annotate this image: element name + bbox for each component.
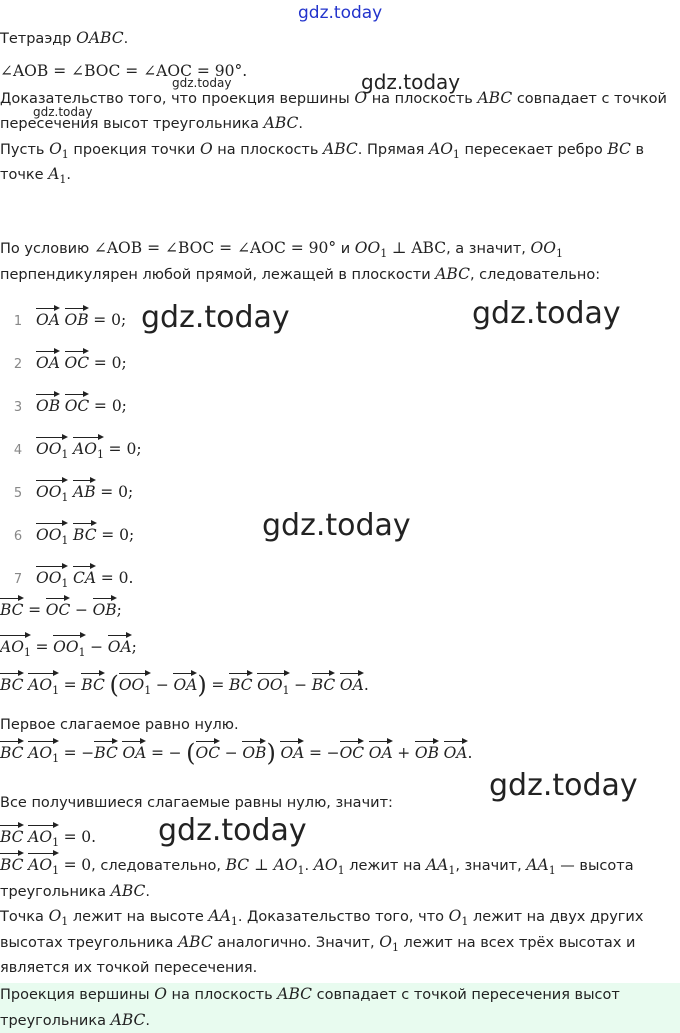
watermark: gdz.today bbox=[172, 76, 232, 90]
watermark: gdz.today bbox=[158, 813, 307, 848]
tetrahedron-line: Тетраэдр OABC. bbox=[0, 29, 129, 47]
list-item: 5 $OO_1$ AB = 0; bbox=[0, 477, 133, 505]
watermark: gdz.today bbox=[489, 768, 638, 803]
first-term-text: Первое слагаемое равно нулю. bbox=[0, 717, 239, 733]
list-item: 1 OA OB = 0; bbox=[0, 305, 126, 330]
angles-line: ∠AOB = ∠BOC = ∠AOC = 90°. bbox=[0, 62, 248, 80]
watermark-top: gdz.today bbox=[298, 3, 383, 23]
list-item: 7 $OO_1$ CA = 0. bbox=[0, 563, 133, 591]
final-line-1: Проекция вершины O на плоскость ABC совпадает с точкой пересечения высот bbox=[0, 985, 620, 1003]
final-line-2: треугольника ABC. bbox=[0, 1011, 150, 1029]
point-line-1: Точка $O_1$ лежит на высоте $AA_1$. Доказательство того, что $O_1$ лежит на двух других bbox=[0, 907, 644, 929]
watermark: gdz.today bbox=[141, 300, 290, 335]
condition-line-2: перпендикулярен любой прямой, лежащей в плоскости ABC, следовательно: bbox=[0, 265, 601, 283]
conclusion-line-2: треугольника ABC. bbox=[0, 882, 150, 900]
equation-zero: BC $AO_1 = 0$. bbox=[0, 822, 96, 850]
list-item: 4 $OO_1$ $AO_1 = 0$; bbox=[0, 434, 142, 462]
watermark: gdz.today bbox=[262, 508, 411, 543]
equation-ao1: $AO_1 = OO_1$ − OA; bbox=[0, 632, 137, 660]
equation-expand: BC $AO_1 = -BC$ OA = − (OC − OB) OA = −OC OA + OB OA. bbox=[0, 739, 473, 767]
condition-line-1: По условию ∠AOB = ∠BOC = ∠AOC = 90° и $OO_1$ ⊥ ABC, а значит, $OO_1$ bbox=[0, 239, 563, 261]
conclusion-line-1: BC $AO_1 = 0$, следовательно, BC ⊥ $AO_1$. $AO_1$ лежит на $AA_1$, значит, $AA_1$ — высота bbox=[0, 850, 634, 878]
point-line-2: высотах треугольника ABC аналогично. Значит, $O_1$ лежит на всех трёх высотах и bbox=[0, 933, 636, 955]
list-item: 6 $OO_1$ BC = 0; bbox=[0, 520, 134, 548]
let-line-2: точке $A_1$. bbox=[0, 165, 71, 187]
all-terms-text: Все получившиеся слагаемые равны нулю, значит: bbox=[0, 795, 393, 811]
watermark: gdz.today bbox=[33, 105, 93, 119]
watermark: gdz.today bbox=[472, 296, 621, 331]
equation-bc: BC = OC − OB; bbox=[0, 595, 122, 620]
prove-line-1: Доказательство того, что проекция вершины O на плоскость ABC совпадает с точкой bbox=[0, 89, 667, 107]
equation-product: BC $AO_1$ = BC $(OO_1 - OA)$ = BC $OO_1$ − BC OA. bbox=[0, 671, 369, 699]
list-item: 2 OA OC = 0; bbox=[0, 348, 127, 373]
let-line-1: Пусть $O_1$ проекция точки O на плоскость ABC. Прямая $AO_1$ пересекает ребро BC в bbox=[0, 140, 645, 162]
point-line-3: является их точкой пересечения. bbox=[0, 960, 258, 976]
list-item: 3 OB OC = 0; bbox=[0, 391, 127, 416]
watermark: gdz.today bbox=[361, 70, 461, 94]
prove-line-2: пересечения высот треугольника ABC. bbox=[0, 114, 303, 132]
